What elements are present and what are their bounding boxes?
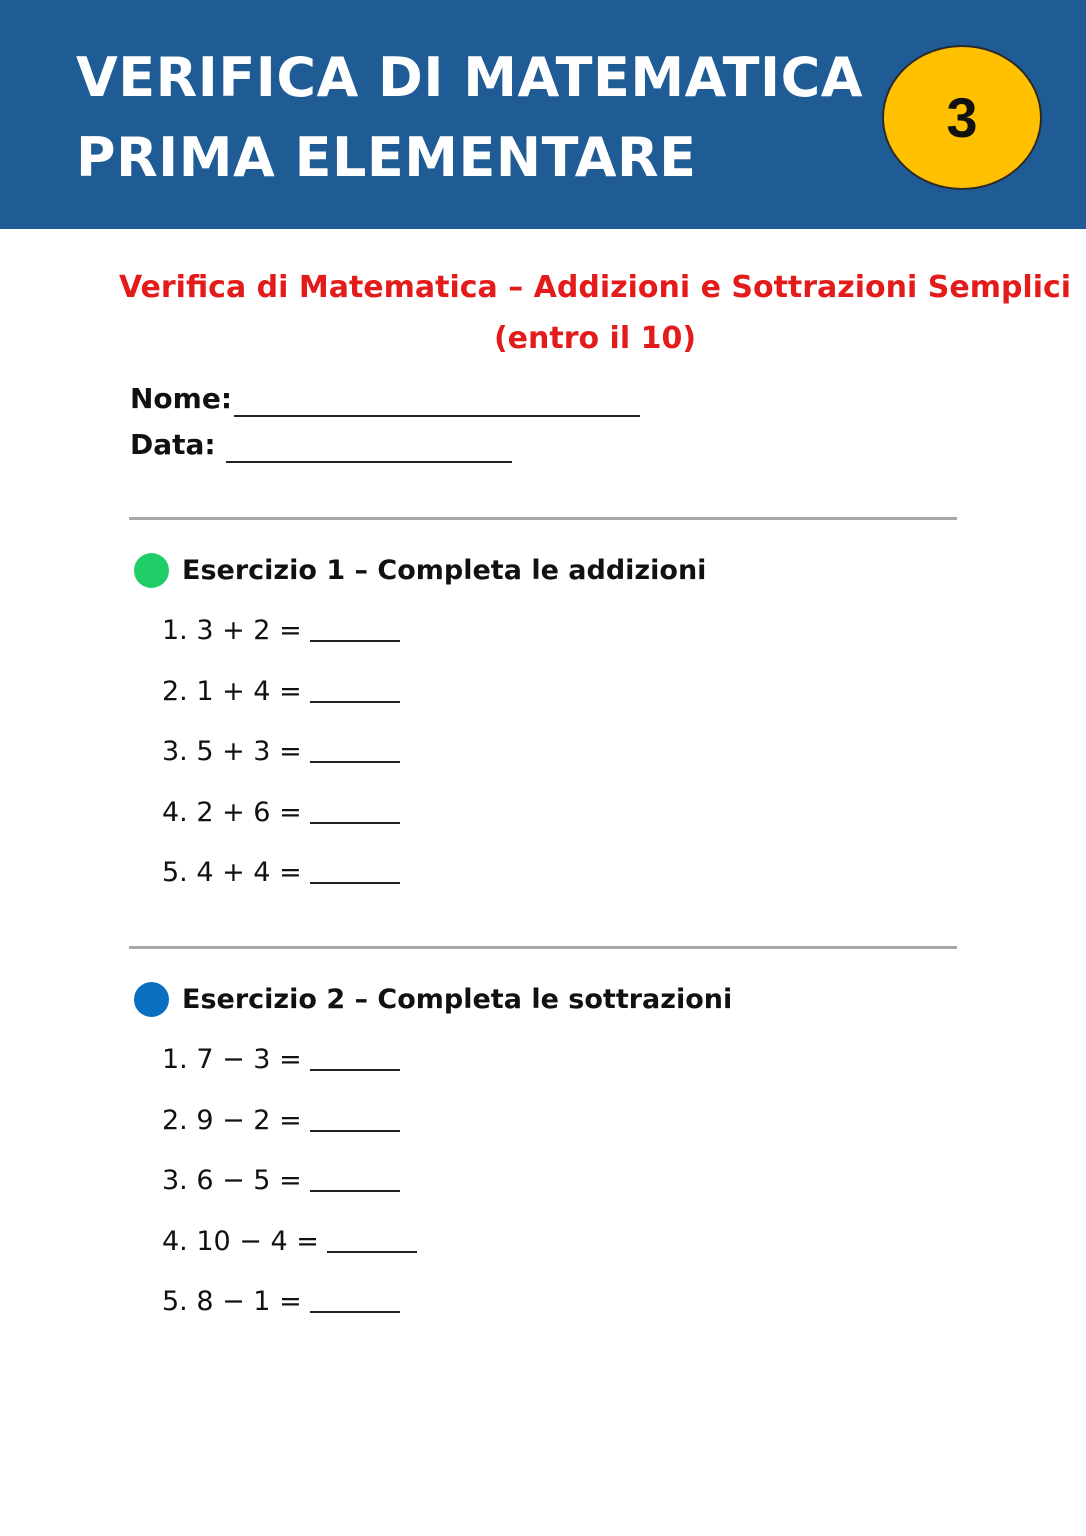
answer-blank[interactable] bbox=[310, 794, 400, 824]
problem-item bbox=[162, 1102, 417, 1163]
answer-blank[interactable] bbox=[327, 1223, 417, 1253]
problem-text: 1. 3 + 2 = bbox=[162, 615, 302, 646]
problem-item bbox=[162, 854, 400, 915]
problem-text: 4. 10 − 4 = bbox=[162, 1225, 319, 1257]
problem-text: 2. 1 + 4 = bbox=[162, 675, 302, 707]
exercise-1-heading bbox=[134, 553, 706, 588]
problem-item bbox=[162, 612, 400, 673]
answer-blank[interactable] bbox=[310, 673, 400, 703]
subtitle-line-1: Verifica di Matematica – Addizioni e Sottrazioni Semplici bbox=[118, 270, 1072, 305]
level-badge: 3 bbox=[882, 45, 1042, 190]
problem-item bbox=[162, 673, 400, 734]
date-label: Data: bbox=[130, 428, 216, 461]
answer-blank[interactable] bbox=[310, 612, 400, 642]
title-line-2: PRIMA ELEMENTARE bbox=[76, 126, 697, 189]
name-label: Nome: bbox=[130, 382, 233, 415]
date-blank[interactable] bbox=[226, 437, 512, 463]
problem-item bbox=[162, 1283, 417, 1344]
answer-blank[interactable] bbox=[310, 1102, 400, 1132]
answer-blank[interactable] bbox=[310, 1283, 400, 1313]
section-divider bbox=[129, 946, 957, 949]
exercise-1-problems bbox=[162, 612, 400, 915]
answer-blank[interactable] bbox=[310, 1041, 400, 1071]
blue-dot-icon bbox=[134, 982, 169, 1017]
problem-text: 5. 8 − 1 = bbox=[162, 1286, 302, 1317]
worksheet-subtitle bbox=[95, 262, 1086, 364]
problem-text: 2. 9 − 2 = bbox=[162, 1104, 302, 1136]
page-title bbox=[76, 38, 863, 198]
answer-blank[interactable] bbox=[310, 1162, 400, 1192]
section-divider bbox=[129, 517, 957, 520]
date-field bbox=[130, 427, 512, 463]
problem-text: 3. 5 + 3 = bbox=[162, 736, 302, 767]
answer-blank[interactable] bbox=[310, 854, 400, 884]
name-field bbox=[130, 381, 640, 417]
problem-item bbox=[162, 794, 400, 855]
answer-blank[interactable] bbox=[310, 733, 400, 763]
subtitle-line-2: (entro il 10) bbox=[493, 321, 697, 356]
header-banner bbox=[0, 0, 1086, 229]
green-dot-icon bbox=[134, 553, 169, 588]
exercise-2-heading bbox=[134, 982, 732, 1017]
problem-item bbox=[162, 1162, 417, 1223]
title-line-1: VERIFICA DI MATEMATICA bbox=[76, 46, 864, 109]
problem-text: 3. 6 − 5 = bbox=[162, 1165, 302, 1196]
problem-item bbox=[162, 1041, 417, 1102]
exercise-2-problems bbox=[162, 1041, 417, 1344]
exercise-1-title: Esercizio 1 – Completa le addizioni bbox=[182, 555, 707, 586]
name-blank[interactable] bbox=[234, 391, 640, 417]
problem-text: 5. 4 + 4 = bbox=[162, 857, 302, 888]
problem-text: 1. 7 − 3 = bbox=[162, 1044, 302, 1075]
problem-text: 4. 2 + 6 = bbox=[162, 796, 302, 828]
exercise-2-title: Esercizio 2 – Completa le sottrazioni bbox=[182, 984, 733, 1015]
problem-item bbox=[162, 733, 400, 794]
problem-item bbox=[162, 1223, 417, 1284]
